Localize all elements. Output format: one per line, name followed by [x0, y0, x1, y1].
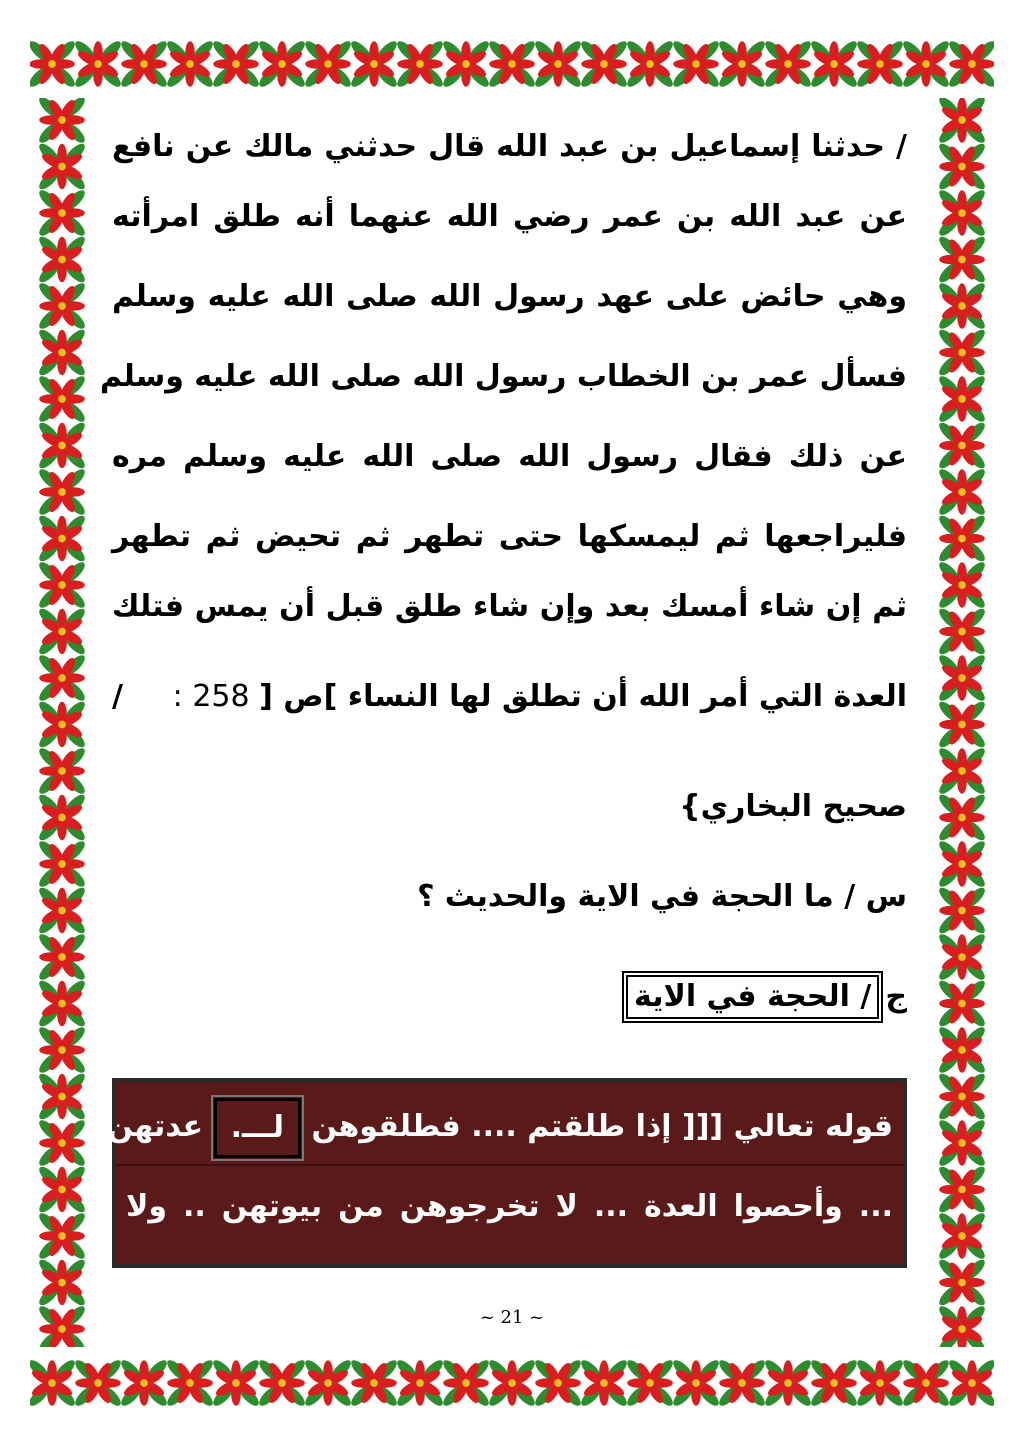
quote-divider [116, 1164, 903, 1166]
poinsettia-flower-icon [348, 1357, 400, 1409]
text-line-2: عن عبد الله بن عمر رضي الله عنهما أنه طلق امرأته [112, 199, 907, 234]
poinsettia-flower-icon [36, 513, 88, 565]
poinsettia-flower-icon [936, 141, 988, 193]
poinsettia-flower-icon [36, 98, 88, 146]
poinsettia-flower-icon [936, 1164, 988, 1216]
poinsettia-border-right [930, 98, 994, 1347]
reference-line [112, 662, 907, 732]
poinsettia-flower-icon [36, 141, 88, 193]
poinsettia-flower-icon [936, 885, 988, 937]
poinsettia-flower-icon [486, 1357, 538, 1409]
poinsettia-flower-icon [36, 1210, 88, 1262]
poinsettia-flower-icon [716, 1357, 768, 1409]
poinsettia-flower-icon [36, 606, 88, 658]
quote-line-2: ... وأحصوا العدة ... لا تخرجوهن من بيوتهن .. ولا [126, 1189, 893, 1224]
poinsettia-flower-icon [36, 792, 88, 844]
page-number: ~ 21 ~ [479, 1307, 545, 1328]
poinsettia-border-left [30, 98, 94, 1347]
poinsettia-flower-icon [36, 745, 88, 797]
poinsettia-flower-icon [30, 38, 78, 90]
poinsettia-flower-icon [36, 466, 88, 518]
page-content [99, 112, 907, 1332]
poinsettia-flower-icon [36, 559, 88, 611]
answer-row [626, 967, 907, 1027]
poinsettia-flower-icon [36, 885, 88, 937]
poinsettia-flower-icon [900, 38, 952, 90]
poinsettia-flower-icon [936, 1257, 988, 1309]
poinsettia-flower-icon [72, 1357, 124, 1409]
quote-inline-box: لـــ. [214, 1098, 301, 1158]
text-line-4: فسأل عمر بن الخطاب رسول الله صلى الله عليه وسلم [99, 359, 907, 394]
poinsettia-flower-icon [164, 38, 216, 90]
poinsettia-flower-icon [36, 1164, 88, 1216]
poinsettia-flower-icon [256, 38, 308, 90]
poinsettia-flower-icon [36, 327, 88, 379]
poinsettia-flower-icon [936, 373, 988, 425]
poinsettia-flower-icon [936, 838, 988, 890]
poinsettia-flower-icon [936, 745, 988, 797]
poinsettia-flower-icon [936, 187, 988, 239]
poinsettia-flower-icon [302, 1357, 354, 1409]
quote-line-1 [107, 1092, 893, 1162]
poinsettia-flower-icon [36, 838, 88, 890]
poinsettia-flower-icon [936, 1024, 988, 1076]
poinsettia-flower-icon [936, 978, 988, 1030]
poinsettia-border-bottom [30, 1347, 994, 1419]
poinsettia-flower-icon [36, 699, 88, 751]
answer-prefix: ج [885, 979, 907, 1014]
poinsettia-flower-icon [900, 1357, 952, 1409]
poinsettia-border-top [30, 30, 994, 98]
poinsettia-flower-icon [624, 38, 676, 90]
quran-quote-box [107, 1078, 907, 1268]
quote-line-1-end: عدتهن [107, 1109, 204, 1144]
reference-text: العدة التي أمر الله أن تطلق لها النساء ]ص [ [259, 679, 907, 714]
poinsettia-flower-icon [36, 373, 88, 425]
poinsettia-flower-icon [762, 38, 814, 90]
poinsettia-flower-icon [36, 234, 88, 286]
poinsettia-flower-icon [854, 38, 906, 90]
poinsettia-flower-icon [164, 1357, 216, 1409]
answer-heading-box: / الحجة في الاية [626, 975, 879, 1019]
poinsettia-flower-icon [36, 652, 88, 704]
poinsettia-flower-icon [36, 1024, 88, 1076]
text-line-5: عن ذلك فقال رسول الله صلى الله عليه وسلم مره [112, 439, 907, 474]
poinsettia-flower-icon [854, 1357, 906, 1409]
poinsettia-flower-icon [936, 931, 988, 983]
poinsettia-flower-icon [670, 38, 722, 90]
poinsettia-flower-icon [936, 327, 988, 379]
poinsettia-flower-icon [936, 559, 988, 611]
poinsettia-flower-icon [30, 1357, 78, 1409]
source-label: صحيح البخاري} [679, 789, 907, 824]
poinsettia-flower-icon [394, 38, 446, 90]
question-line: س / ما الحجة في الاية والحديث ؟ [417, 879, 907, 914]
poinsettia-flower-icon [936, 513, 988, 565]
text-line-6: فليراجعها ثم ليمسكها حتى تطهر ثم تحيض ثم تطهر [112, 519, 907, 554]
poinsettia-flower-icon [936, 792, 988, 844]
poinsettia-flower-icon [440, 38, 492, 90]
poinsettia-flower-icon [936, 699, 988, 751]
poinsettia-flower-icon [256, 1357, 308, 1409]
poinsettia-flower-icon [936, 1210, 988, 1262]
poinsettia-flower-icon [72, 38, 124, 90]
poinsettia-flower-icon [302, 38, 354, 90]
reference-page-number: 258 : [172, 679, 260, 714]
poinsettia-flower-icon [486, 38, 538, 90]
poinsettia-flower-icon [210, 38, 262, 90]
poinsettia-flower-icon [532, 1357, 584, 1409]
text-line-3: وهي حائض على عهد رسول الله صلى الله عليه وسلم [112, 279, 907, 314]
poinsettia-flower-icon [36, 978, 88, 1030]
poinsettia-flower-icon [394, 1357, 446, 1409]
poinsettia-flower-icon [936, 606, 988, 658]
text-line-1: / حدثنا إسماعيل بن عبد الله قال حدثني مالك عن نافع [112, 129, 907, 164]
poinsettia-flower-icon [936, 466, 988, 518]
poinsettia-flower-icon [936, 280, 988, 332]
text-line-7: ثم إن شاء أمسك بعد وإن شاء طلق قبل أن يمس فتلك [112, 589, 907, 624]
poinsettia-flower-icon [118, 38, 170, 90]
poinsettia-flower-icon [936, 1071, 988, 1123]
poinsettia-flower-icon [118, 1357, 170, 1409]
poinsettia-flower-icon [936, 420, 988, 472]
poinsettia-flower-icon [808, 1357, 860, 1409]
poinsettia-flower-icon [36, 187, 88, 239]
poinsettia-flower-icon [578, 1357, 630, 1409]
poinsettia-flower-icon [36, 280, 88, 332]
poinsettia-flower-icon [36, 1117, 88, 1169]
poinsettia-flower-icon [936, 234, 988, 286]
poinsettia-flower-icon [762, 1357, 814, 1409]
poinsettia-flower-icon [670, 1357, 722, 1409]
poinsettia-flower-icon [946, 1357, 994, 1409]
poinsettia-flower-icon [348, 38, 400, 90]
reference-end: / [112, 679, 123, 714]
poinsettia-flower-icon [936, 1117, 988, 1169]
poinsettia-flower-icon [946, 38, 994, 90]
poinsettia-flower-icon [532, 38, 584, 90]
poinsettia-flower-icon [624, 1357, 676, 1409]
poinsettia-flower-icon [936, 98, 988, 146]
poinsettia-flower-icon [210, 1357, 262, 1409]
poinsettia-flower-icon [808, 38, 860, 90]
poinsettia-flower-icon [936, 652, 988, 704]
poinsettia-flower-icon [36, 1071, 88, 1123]
poinsettia-flower-icon [440, 1357, 492, 1409]
poinsettia-flower-icon [36, 1257, 88, 1309]
poinsettia-flower-icon [36, 931, 88, 983]
poinsettia-flower-icon [578, 38, 630, 90]
poinsettia-flower-icon [716, 38, 768, 90]
poinsettia-flower-icon [36, 420, 88, 472]
quote-line-1-start: قوله تعالي [[[ إذا طلقتم .... فطلقوهن [311, 1109, 893, 1144]
